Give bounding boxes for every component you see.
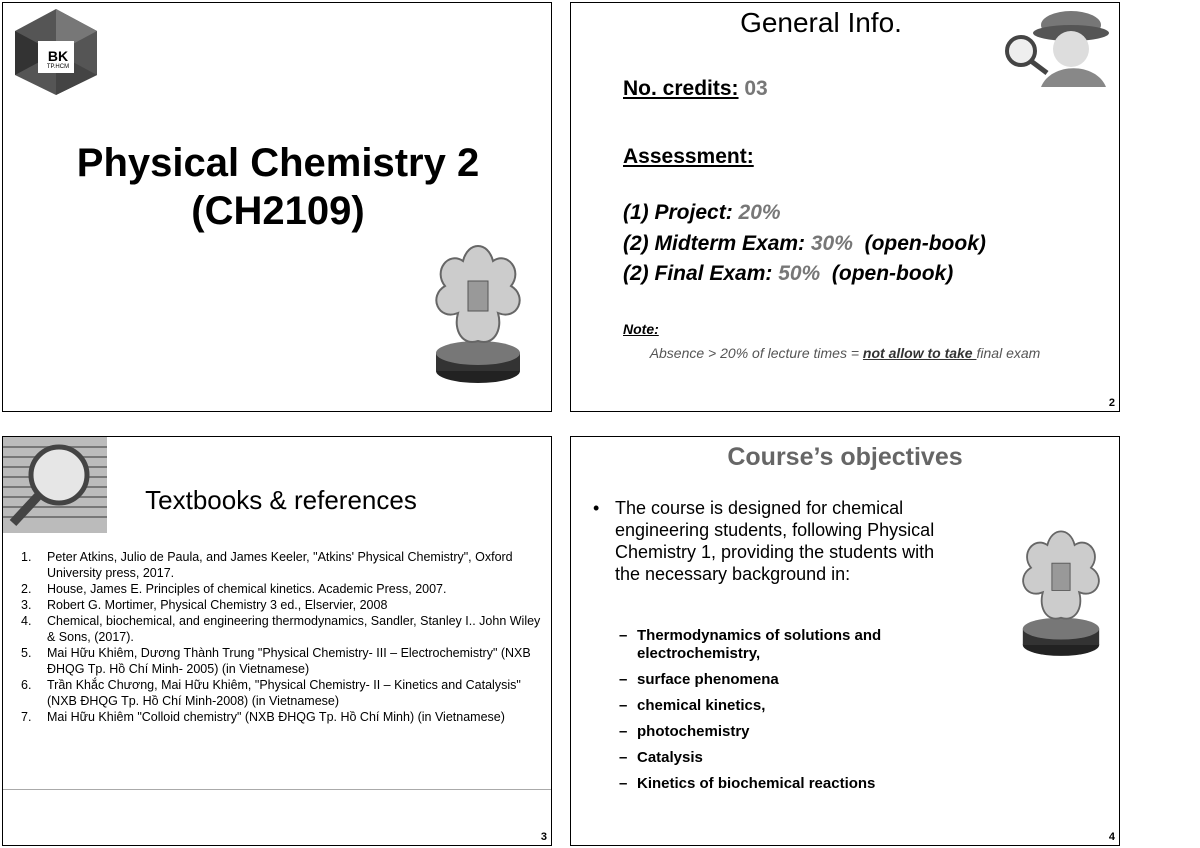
course-title	[3, 139, 552, 235]
assessment-item-label: (1) Project:	[623, 201, 739, 224]
page-number: 2	[1108, 397, 1115, 409]
slide-title: Course’s objectives	[727, 443, 963, 471]
note-prefix: Absence > 20% of lecture times =	[649, 345, 863, 361]
assessment-item	[623, 262, 953, 286]
reference-list	[21, 549, 541, 725]
dash-icon: –	[619, 775, 628, 792]
slide-4	[570, 436, 1120, 846]
ref-number: 6.	[21, 678, 32, 692]
slide-2	[570, 2, 1120, 412]
dash-icon: –	[619, 697, 628, 714]
note-label: Note:	[623, 321, 659, 337]
ref-text: Mai Hữu Khiêm, Dương Thành Trung "Physical Chemistry- III – Electrochemistry" (NXB ĐHQG Tp. Hồ Chí Minh- 2005) (in Vietnamese)	[47, 646, 531, 676]
ref-number: 4.	[21, 614, 32, 628]
ref-text: Mai Hữu Khiêm "Colloid chemistry" (NXB ĐHQG Tp. Hồ Chí Minh) (in Vietnamese)	[47, 710, 505, 724]
list-item	[21, 597, 541, 613]
list-item	[619, 671, 959, 689]
note-text	[571, 345, 1119, 361]
list-item	[21, 581, 541, 597]
objective-lead-text: The course is designed for chemical engineering students, following Physical Chemistry 1, providing the students with the necessary background in:	[615, 498, 935, 584]
ref-text: Chemical, biochemical, and engineering thermodynamics, Sandler, Stanley I.. John Wiley & Sons, (2017).	[47, 614, 541, 644]
objective-item: chemical kinetics,	[637, 697, 766, 714]
list-item	[21, 549, 541, 581]
logo-text: BK	[47, 48, 69, 64]
slide-title: General Info.	[740, 7, 902, 38]
ref-text: Trần Khắc Chương, Mai Hữu Khiêm, "Physical Chemistry- II – Kinetics and Catalysis" (NXB ĐHQG Tp. Hồ Chí Minh-2008) (in Vietnamese)	[47, 678, 521, 708]
page-number: 3	[540, 831, 547, 843]
assessment-item-label: (2) Final Exam:	[623, 262, 779, 285]
ref-text: House, James E. Principles of chemical kinetics. Academic Press, 2007.	[47, 582, 447, 596]
note-suffix: final exam	[976, 345, 1041, 361]
objective-list	[619, 627, 959, 801]
ref-number: 7.	[21, 710, 32, 724]
ref-number: 3.	[21, 598, 32, 612]
bk-logo	[9, 7, 103, 97]
bullet-icon: •	[593, 498, 600, 518]
dash-icon: –	[619, 723, 628, 740]
divider	[3, 789, 551, 790]
objective-item: Catalysis	[637, 749, 703, 766]
slide-3	[2, 436, 552, 846]
magnifier-lines-icon	[3, 437, 107, 533]
objective-lead	[593, 497, 963, 585]
ref-text: Peter Atkins, Julio de Paula, and James Keeler, "Atkins' Physical Chemistry", Oxford University press, 2017.	[47, 550, 513, 580]
dash-icon: –	[619, 671, 628, 688]
objective-item: photochemistry	[637, 723, 750, 740]
assessment-item-percent: 50%	[778, 262, 821, 285]
ref-number: 1.	[21, 550, 32, 564]
puzzle-trophy-icon	[1011, 525, 1111, 665]
ref-number: 2.	[21, 582, 32, 596]
assessment-item	[623, 232, 986, 256]
list-item	[619, 723, 959, 741]
dash-icon: –	[619, 627, 628, 644]
ref-number: 5.	[21, 646, 32, 660]
list-item	[21, 645, 541, 677]
logo-subtext: TP.HCM	[46, 64, 70, 70]
assessment-item	[623, 201, 781, 225]
credits-value: 03	[744, 77, 768, 100]
list-item	[619, 749, 959, 767]
list-item	[619, 697, 959, 715]
slide-title: Textbooks & references	[145, 485, 417, 515]
assessment-item-label: (2) Midterm Exam:	[623, 232, 811, 255]
objective-item: surface phenomena	[637, 671, 779, 688]
assessment-item-suffix: (open-book)	[820, 262, 954, 285]
puzzle-trophy-icon	[423, 241, 533, 391]
assessment-label: Assessment:	[623, 145, 754, 168]
credits-row	[623, 77, 768, 101]
objective-item: Kinetics of biochemical reactions	[637, 775, 876, 792]
list-item	[21, 613, 541, 645]
credits-label: No. credits:	[623, 77, 739, 100]
list-item	[619, 775, 959, 793]
course-code: (CH2109)	[191, 189, 365, 233]
list-item	[21, 709, 541, 725]
ref-text: Robert G. Mortimer, Physical Chemistry 3 ed., Elservier, 2008	[47, 598, 388, 612]
assessment-item-percent: 30%	[810, 232, 853, 255]
slide-1	[2, 2, 552, 412]
course-title-line1: Physical Chemistry 2	[76, 141, 480, 185]
dash-icon: –	[619, 749, 628, 766]
page-number: 4	[1108, 831, 1115, 843]
objective-item: Thermodynamics of solutions and electrochemistry,	[637, 627, 882, 662]
detective-magnifier-icon	[1001, 7, 1111, 99]
list-item	[619, 627, 959, 663]
note-emphasis: not allow to take	[862, 345, 977, 361]
assessment-item-percent: 20%	[738, 201, 781, 224]
list-item	[21, 677, 541, 709]
assessment-item-suffix: (open-book)	[852, 232, 986, 255]
